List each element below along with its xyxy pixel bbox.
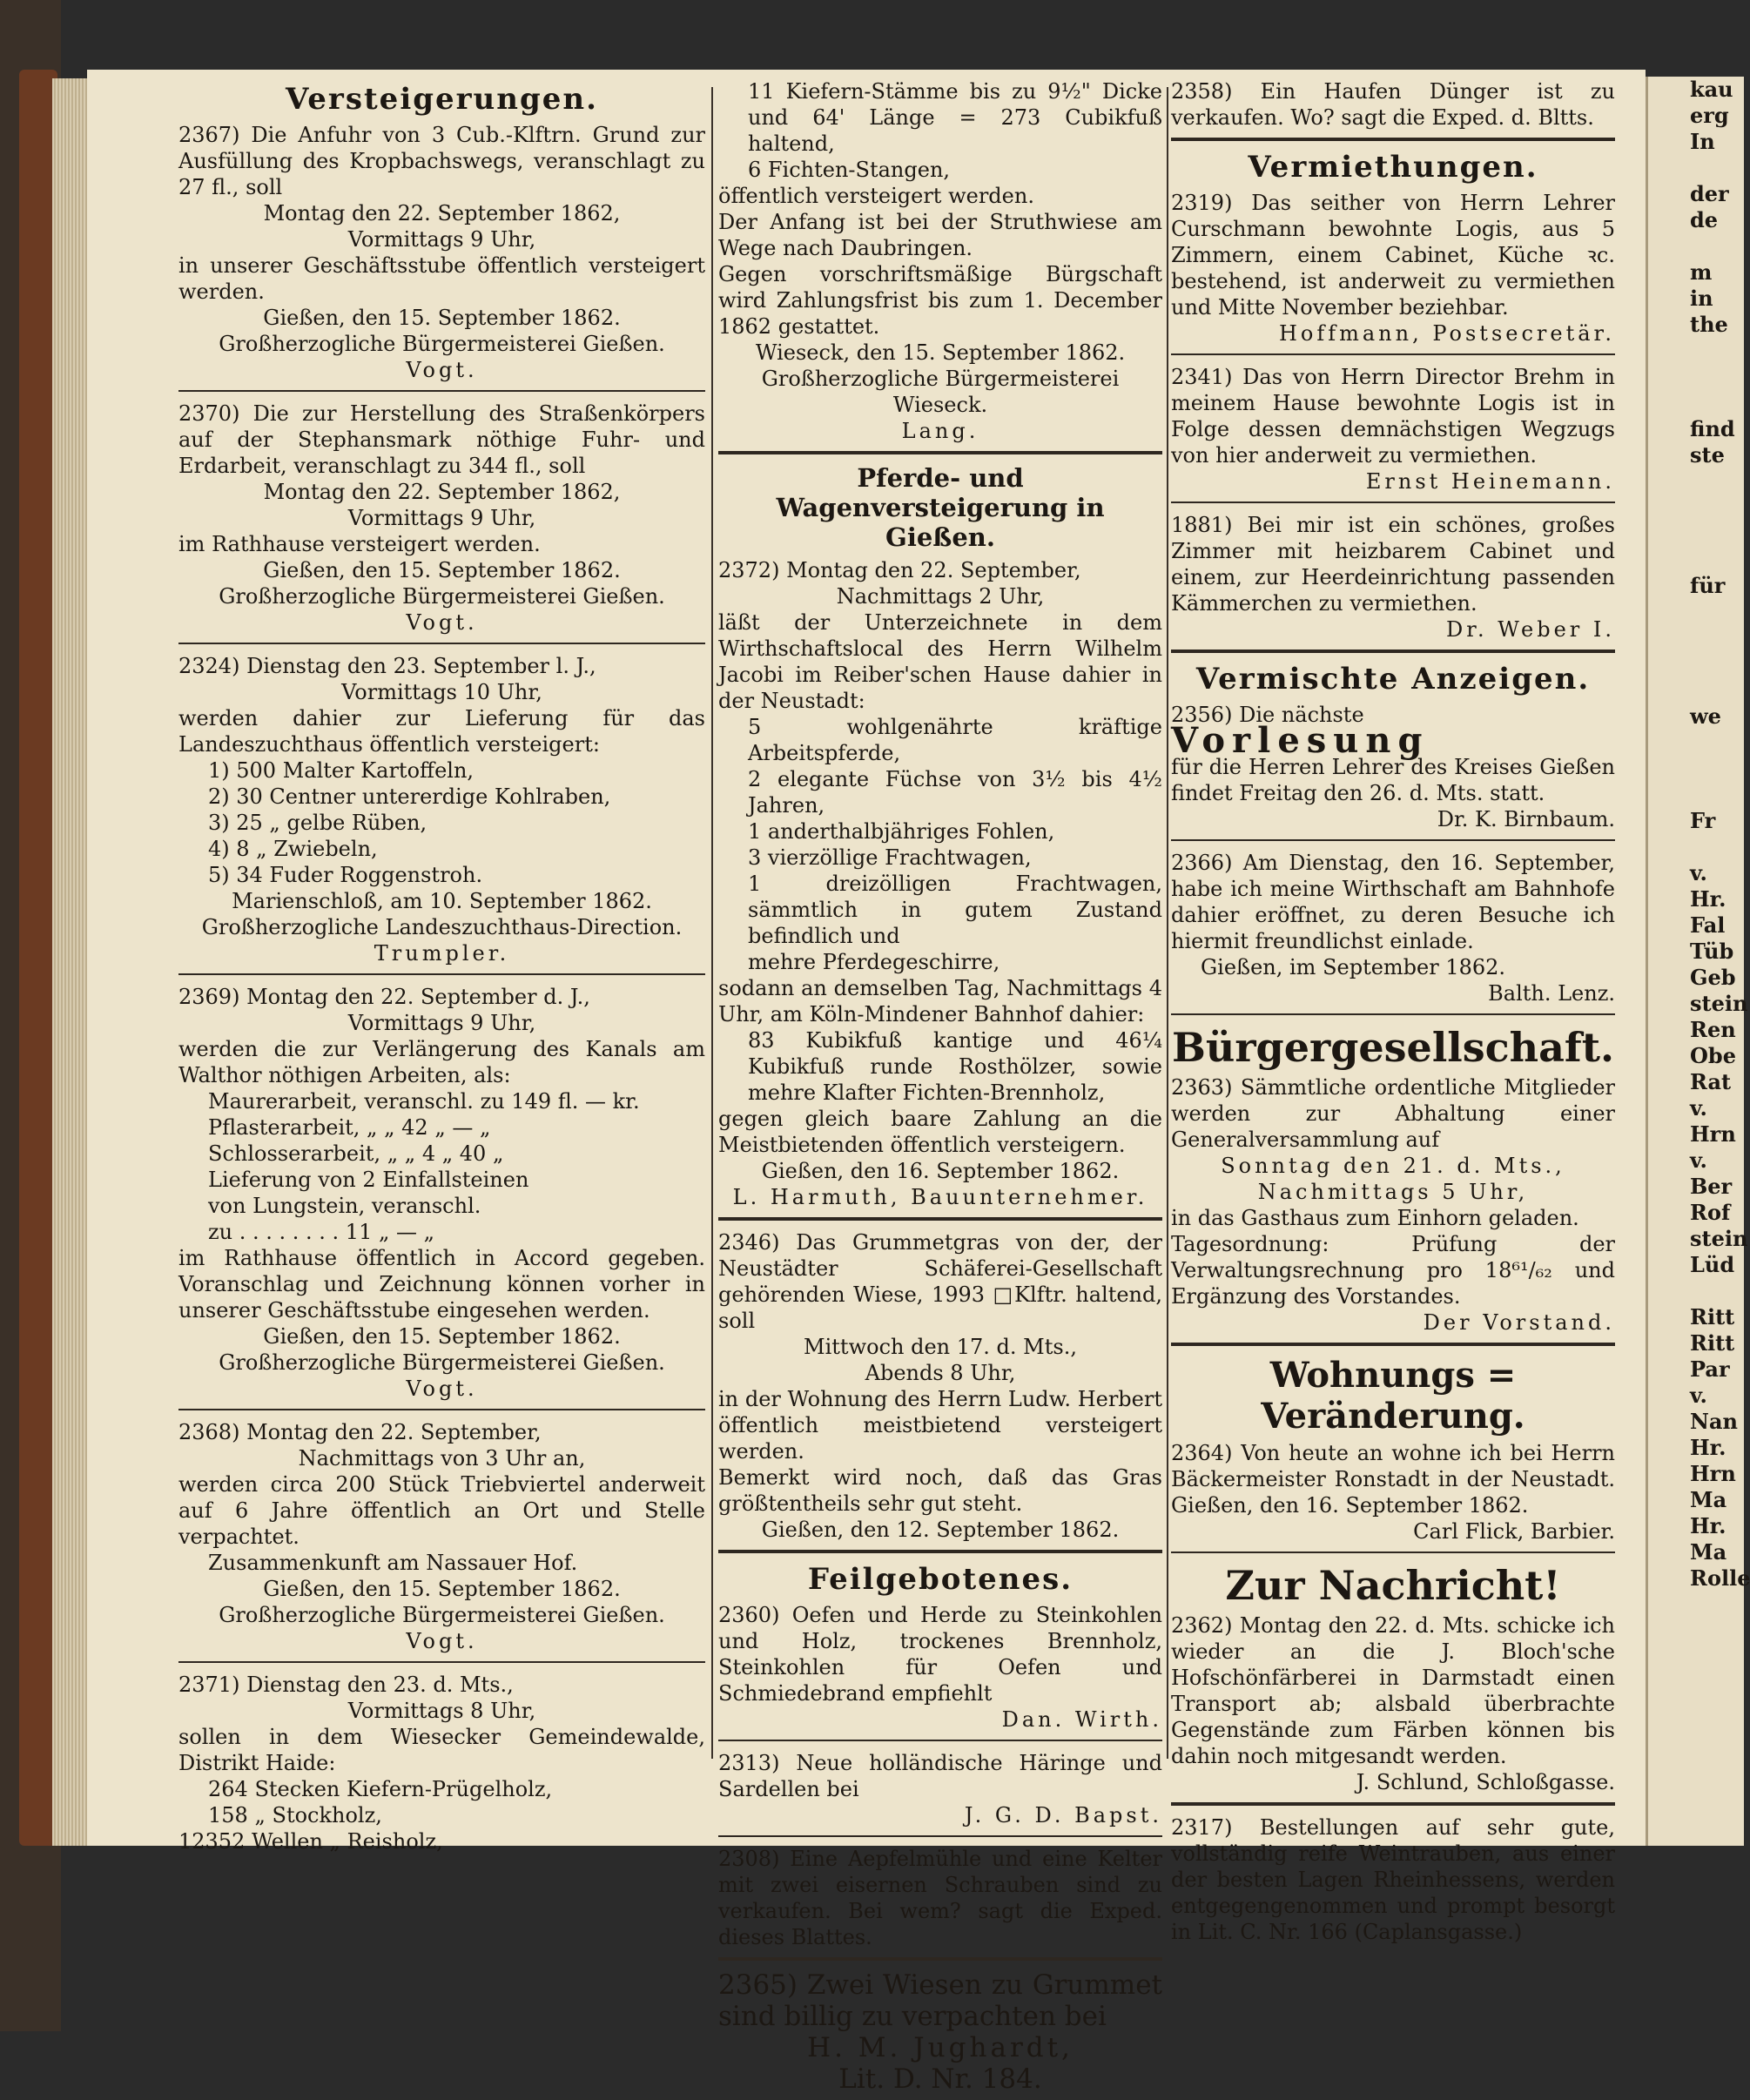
list-item: 1) 500 Malter Kartoffeln, (208, 758, 475, 783)
ad-2367 (178, 122, 705, 383)
ad-authority: Großherzogliche Bürgermeisterei Gießen. (219, 584, 665, 609)
divider (1171, 650, 1615, 653)
ad-place-date: Wieseck, den 15. September 1862. (755, 340, 1126, 365)
ad-time: Vormittags 9 Uhr, (347, 227, 536, 252)
divider (718, 1740, 1162, 1741)
facing-page-text: Tüb (1690, 939, 1734, 964)
facing-page-text: the (1690, 312, 1728, 337)
list-item: Maurerarbeit, veranschl. zu 149 fl. — kr. (208, 1089, 640, 1114)
facing-page-text: Rof (1690, 1200, 1731, 1225)
ad-signature: L. Harmuth, Bauunternehmer. (732, 1185, 1148, 1209)
ad-text: 2324) Dienstag den 23. September l. J., (178, 654, 596, 678)
list-item: 6 Fichten-Stangen, (748, 158, 951, 182)
facing-page-text (1648, 599, 1744, 625)
ad-1881 (1171, 512, 1615, 643)
list-item: 3 vierzöllige Frachtwagen, (748, 845, 1032, 870)
facing-page-text: Lüd (1690, 1252, 1735, 1277)
facing-page-text (1648, 625, 1744, 651)
divider (1171, 1802, 1615, 1806)
list-item: von Lungstein, veranschl. (208, 1194, 481, 1218)
facing-page-text: Ber (1690, 1174, 1733, 1199)
ad-signature: Dr. K. Birnbaum. (1437, 807, 1615, 831)
ad-time: Vormittags 9 Uhr, (347, 506, 536, 530)
facing-page-text (1648, 155, 1744, 181)
list-item: 12352 Wellen „ Reisholz, (178, 1829, 443, 1854)
ad-date: Sonntag den 21. d. Mts., (1221, 1154, 1565, 1178)
ad-text: 2356) Die nächste (1171, 703, 1364, 727)
ad-text: läßt der Unterzeichnete in dem Wirthschaftslocal des Herrn Wilhelm Jacobi im Reiber'schen Hause dahier in der Neustadt: (718, 610, 1162, 713)
facing-page-text: v. (1690, 1383, 1707, 1408)
ad-authority: Großherzogliche Landeszuchthaus-Direction. (201, 915, 683, 939)
facing-page-text (1648, 651, 1744, 677)
ad-signature: Dan. Wirth. (1001, 1707, 1162, 1732)
ad-text: 2341) Das von Herrn Director Brehm in meinem Hause bewohnte Logis ist in Folge dessen demnächstigen Wegzugs von hier anderweit zu vermiethen. (1171, 365, 1615, 468)
ad-2362 (1171, 1612, 1615, 1795)
ad-text: 1881) Bei mir ist ein schönes, großes Zimmer mit heizbarem Cabinet und einem, zur Heerdeinrichtung passenden Kämmerchen zu vermiethen. (1171, 513, 1615, 616)
ad-text: sodann an demselben Tag, Nachmittags 4 Uhr, am Köln-Mindener Bahnhof dahier: (718, 976, 1162, 1026)
section-title-feilgebotenes: Feilgebotenes. (807, 1562, 1074, 1597)
facing-page-text: Fal (1690, 912, 1726, 938)
ad-2368 (178, 1419, 705, 1654)
ad-text: 2364) Von heute an wohne ich bei Herrn Bäckermeister Ronstadt in der Neustadt. Gießen, den 16. September 1862. (1171, 1441, 1615, 1518)
facing-page-text: Nan (1690, 1409, 1738, 1434)
facing-page-text (1648, 677, 1744, 703)
facing-page-text: Par (1690, 1356, 1730, 1382)
facing-page-text: v. (1690, 860, 1707, 885)
divider (178, 1409, 705, 1410)
ad-text: in unserer Geschäftsstube öffentlich versteigert werden. (178, 253, 705, 304)
ad-2371 (178, 1672, 705, 1854)
ad-text: werden die zur Verlängerung des Kanals am Walthor nöthigen Arbeiten, als: (178, 1037, 705, 1087)
ad-signature: Dr. Weber I. (1445, 617, 1615, 642)
ad-text: 2371) Dienstag den 23. d. Mts., (178, 1673, 514, 1697)
facing-page-fragment (1646, 77, 1750, 1846)
divider (718, 451, 1162, 454)
facing-page-text: Hrn (1690, 1461, 1736, 1486)
ad-time: Nachmittags 2 Uhr, (836, 584, 1045, 609)
divider (718, 1217, 1162, 1221)
facing-page-text (1648, 468, 1744, 495)
facing-page-text: Geb (1690, 965, 1736, 990)
facing-page-text (1648, 547, 1744, 573)
ad-text: 2367) Die Anfuhr von 3 Cub.-Klftrn. Grund zur Ausfüllung des Kropbachswegs, veranschlagt zu 27 fl., soll (178, 123, 705, 199)
ad-place-date: Gießen, den 15. September 1862. (263, 558, 621, 582)
column-rule (711, 87, 713, 1759)
ad-signature: Carl Flick, Barbier. (1413, 1519, 1615, 1544)
ad-signature: J. Schlund, Schloßgasse. (1356, 1770, 1615, 1794)
divider (718, 1835, 1162, 1837)
ad-signature: Ernst Heinemann. (1365, 469, 1615, 494)
ad-text: werden dahier zur Lieferung für das Landeszuchthaus öffentlich versteigert: (178, 706, 705, 757)
facing-page-text: m (1690, 259, 1713, 285)
facing-page-text: find (1690, 416, 1735, 441)
ad-text: im Rathhause versteigert werden. (178, 532, 541, 556)
section-title-nachricht: Zur Nachricht! (1225, 1562, 1561, 1609)
facing-page-text: we (1690, 703, 1721, 729)
divider (178, 1661, 705, 1663)
ad-text: Gegen vorschriftsmäßige Bürgschaft wird Zahlungsfrist bis zum 1. December 1862 gestattet. (718, 262, 1162, 339)
ad-text: Zusammenkunft am Nassauer Hof. (208, 1551, 578, 1575)
facing-page-text: de (1690, 207, 1719, 232)
ad-time: Vormittags 9 Uhr, (347, 1011, 536, 1035)
ad-text: 2308) Eine Aepfelmühle und eine Kelter mit zwei eisernen Schrauben sind zu verkaufen. Bei wem? sagt die Exped. dieses Blattes. (718, 1847, 1162, 1949)
facing-page-text (1648, 834, 1744, 860)
ad-text: 2370) Die zur Herstellung des Straßenkörpers auf der Stephansmark nöthige Fuhr- und Erdarbeit, veranschlagt zu 344 fl., soll (178, 401, 705, 478)
divider (1171, 1551, 1615, 1553)
ad-text: 2360) Oefen und Herde zu Steinkohlen und Holz, trockenes Brennholz, Steinkohlen für Oefen und Schmiedebrand empfiehlt (718, 1603, 1162, 1706)
facing-page-text: stein (1690, 991, 1748, 1016)
ad-2369 (178, 984, 705, 1402)
facing-page-text: erg (1690, 103, 1729, 128)
facing-page-text: Ritt (1690, 1304, 1735, 1329)
ad-place-date: Gießen, den 15. September 1862. (263, 1324, 621, 1349)
ad-2358 (1171, 78, 1615, 131)
ad-headline: Vorlesung (1171, 720, 1430, 761)
facing-page-text (1648, 233, 1744, 259)
facing-page-text: Rat (1690, 1069, 1732, 1094)
ad-time: Vormittags 10 Uhr, (341, 680, 542, 704)
ad-text: 2362) Montag den 22. d. Mts. schicke ich wieder an die J. Bloch'sche Hofschönfärberei in Darmstadt einen Transport ab; alsbald überbrachte Gegenstände zum Färben können bis dahin noch mitgesandt werden. (1171, 1613, 1615, 1768)
ad-authority: Großherzogliche Bürgermeisterei Gießen. (219, 1603, 665, 1627)
ad-text: 2363) Sämmtliche ordentliche Mitglieder werden zur Abhaltung einer Generalversammlung auf (1171, 1075, 1615, 1152)
ad-text: Bemerkt wird noch, daß das Gras größtentheils sehr gut steht. (718, 1465, 1162, 1516)
facing-page-text (1648, 730, 1744, 756)
ad-2313 (718, 1750, 1162, 1828)
ad-text: öffentlich versteigert werden. (718, 184, 1034, 208)
list-item: 11 Kiefern-Stämme bis zu 9½" Dicke und 64' Länge = 273 Cubikfuß haltend, (748, 79, 1162, 156)
ad-2371-continued (718, 78, 1162, 444)
ad-2363 (1171, 1074, 1615, 1336)
divider (1171, 1343, 1615, 1346)
ad-text: 2368) Montag den 22. September, (178, 1420, 542, 1444)
ad-text: 2317) Bestellungen auf sehr gute, vollständig reife Weintrauben, aus einer der besten Lagen Rheinhessens, werden entgegengenommen und prompt besorgt in Lit. C. Nr. 166 (Caplansgasse.) (1171, 1815, 1615, 1944)
divider (718, 1957, 1162, 1961)
divider (178, 390, 705, 392)
facing-page-text: Hr. (1690, 1513, 1726, 1538)
ad-text: im Rathhause öffentlich in Accord gegeben. Voranschlag und Zeichnung können vorher in unserer Geschäftsstube eingesehen werden. (178, 1246, 705, 1323)
section-title-buergergesellschaft: Bürgergesellschaft. (1172, 1024, 1614, 1071)
facing-page-text: In (1690, 129, 1715, 154)
ad-signature: Der Vorstand. (1423, 1310, 1615, 1335)
ad-2364 (1171, 1440, 1615, 1545)
ad-text: 2346) Das Grummetgras von der, der Neustädter Schäferei-Gesellschaft gehörenden Wiese, 1993 □Klftr. haltend, soll (718, 1230, 1162, 1333)
section-title-pferde: Pferde- und Wagenversteigerung in Gießen. (776, 463, 1105, 552)
ad-place-date: Gießen, den 16. September 1862. (761, 1159, 1120, 1183)
ad-2319 (1171, 190, 1615, 347)
facing-page-text: Hr. (1690, 1435, 1726, 1460)
facing-page-text: v. (1690, 1095, 1707, 1121)
facing-page-text (1648, 1278, 1744, 1304)
ad-2370 (178, 400, 705, 636)
divider (1171, 138, 1615, 141)
ad-place-date: Gießen, den 12. September 1862. (761, 1518, 1120, 1542)
section-title-wohnungs: Wohnungs = Veränderung. (1261, 1355, 1525, 1437)
ad-text: in der Wohnung des Herrn Ludw. Herbert öffentlich meistbietend versteigert werden. (718, 1387, 1162, 1464)
ad-text: in das Gasthaus zum Einhorn geladen. (1171, 1206, 1579, 1230)
divider (1171, 1013, 1615, 1015)
list-item: 1 dreizölligen Frachtwagen, sämmtlich in gutem Zustand befindlich und (748, 872, 1162, 948)
ad-text: 2369) Montag den 22. September d. J., (178, 985, 590, 1009)
ad-text: 2313) Neue holländische Häringe und Sardellen bei (718, 1751, 1162, 1801)
facing-page-text: Ma (1690, 1487, 1727, 1512)
ad-text: 2372) Montag den 22. September, (718, 558, 1081, 582)
facing-page-text (1648, 521, 1744, 547)
list-item: 3) 25 „ gelbe Rüben, (208, 811, 427, 835)
ad-time: Abends 8 Uhr, (865, 1361, 1016, 1385)
ad-time: Vormittags 8 Uhr, (347, 1699, 536, 1723)
ad-2360 (718, 1602, 1162, 1733)
ad-place-date: Gießen, den 15. September 1862. (263, 306, 621, 330)
ad-place-date: Gießen, den 15. September 1862. (263, 1577, 621, 1601)
list-item: mehre Pferdegeschirre, (748, 950, 1000, 974)
facing-page-text: Hrn (1690, 1121, 1736, 1147)
ad-signature: Lang. (901, 419, 979, 443)
facing-page-text: Obe (1690, 1043, 1736, 1068)
ad-text: 2358) Ein Haufen Dünger ist zu verkaufen. Wo? sagt die Exped. d. Bltts. (1171, 79, 1615, 130)
ad-date: Montag den 22. September 1862, (263, 201, 621, 225)
facing-page-text (1648, 782, 1744, 808)
ad-signature: Vogt. (406, 1376, 478, 1401)
list-item: Lieferung von 2 Einfallsteinen (208, 1168, 529, 1192)
ad-text: gegen gleich baare Zahlung an die Meistbietenden öffentlich versteigern. (718, 1107, 1162, 1157)
column-rule (1167, 87, 1168, 1759)
ad-authority: Großherzogliche Bürgermeisterei Gießen. (219, 1350, 665, 1375)
list-item: 2) 30 Centner untererdige Kohlraben, (208, 784, 611, 809)
section-title-vermiethungen: Vermiethungen. (1248, 150, 1538, 185)
list-item: 5) 34 Fuder Roggenstroh. (208, 863, 483, 887)
list-item: zu . . . . . . . . 11 „ — „ (208, 1220, 435, 1244)
ad-date: Mittwoch den 17. d. Mts., (804, 1335, 1077, 1359)
ad-place-date: Gießen, im September 1862. (1201, 955, 1506, 979)
facing-page-text (1648, 338, 1744, 364)
ad-text: werden circa 200 Stück Triebviertel anderweit auf 6 Jahre öffentlich an Ort und Stelle verpachtet. (178, 1472, 705, 1549)
column-1 (178, 78, 705, 1860)
ad-place-date: Marienschloß, am 10. September 1862. (232, 889, 652, 913)
ad-text: Tagesordnung: Prüfung der Verwaltungsrechnung pro 18⁶¹/₆₂ und Ergänzung des Vorstandes. (1171, 1232, 1615, 1309)
list-item: 83 Kubikfuß kantige und 46¼ Kubikfuß runde Rosthölzer, sowie mehre Klafter Fichten-Brennholz, (748, 1028, 1162, 1105)
facing-page-text: in (1690, 286, 1713, 311)
facing-page-text: der (1690, 181, 1729, 206)
facing-page-text: für (1690, 573, 1726, 598)
facing-page-text: Ma (1690, 1539, 1727, 1565)
ad-text: 2366) Am Dienstag, den 16. September, habe ich meine Wirthschaft am Bahnhofe dahier eröffnet, zu deren Besuche ich hiermit freundlichst einlade. (1171, 851, 1615, 953)
list-item: 264 Stecken Kiefern-Prügelholz, (208, 1777, 553, 1801)
list-item: 1 anderthalbjähriges Fohlen, (748, 819, 1055, 844)
section-title-vermischte: Vermischte Anzeigen. (1195, 662, 1591, 697)
list-item: Schlosserarbeit, „ „ 4 „ 40 „ (208, 1141, 504, 1166)
ad-text: für die Herren Lehrer des Kreises Gießen findet Freitag den 26. d. Mts. statt. (1171, 755, 1615, 805)
ad-authority: Großherzogliche Bürgermeisterei Wieseck. (761, 367, 1120, 417)
facing-page-text: Fr (1690, 808, 1716, 833)
list-item: 4) 8 „ Zwiebeln, (208, 837, 378, 861)
facing-page-text (1648, 756, 1744, 782)
ad-signature: Vogt. (406, 358, 478, 382)
facing-page-text: ste (1690, 442, 1725, 468)
ad-2324 (178, 653, 705, 966)
facing-page-text: Hr. (1690, 886, 1726, 912)
facing-page-text (1648, 364, 1744, 390)
divider (1171, 839, 1615, 841)
ad-text: 2365) Zwei Wiesen zu Grummet sind billig zu verpachten bei (718, 1969, 1162, 2032)
list-item: Pflasterarbeit, „ „ 42 „ — „ (208, 1115, 491, 1140)
ad-authority: Großherzogliche Bürgermeisterei Gießen. (219, 332, 665, 356)
divider (178, 643, 705, 644)
list-item: 158 „ Stockholz, (208, 1803, 382, 1827)
ad-text: 2319) Das seither von Herrn Lehrer Curschmann bewohnte Logis, aus 5 Zimmern, einem Cabinet, Küche ꝛc. bestehend, ist anderweit zu vermiethen und Mitte November beziehbar. (1171, 191, 1615, 320)
section-title-versteigerungen: Versteigerungen. (286, 82, 598, 117)
list-item: 5 wohlgenährte kräftige Arbeitspferde, (748, 715, 1162, 765)
ad-2341 (1171, 364, 1615, 495)
ad-time: Nachmittags von 3 Uhr an, (298, 1446, 586, 1471)
ad-2366 (1171, 850, 1615, 1006)
list-item: 2 elegante Füchse von 3½ bis 4½ Jahren, (748, 767, 1162, 818)
ad-signature: Vogt. (406, 1629, 478, 1653)
facing-page-text: stein (1690, 1226, 1748, 1251)
facing-page-text (1648, 495, 1744, 521)
divider (1171, 353, 1615, 355)
ad-text: Der Anfang ist bei der Struthwiese am Wege nach Daubringen. (718, 210, 1162, 260)
facing-page-text (1648, 390, 1744, 416)
facing-page-text: Ritt (1690, 1330, 1735, 1356)
ad-date: Montag den 22. September 1862, (263, 480, 621, 504)
ad-2346 (718, 1229, 1162, 1543)
ad-signature: Vogt. (406, 610, 478, 635)
ad-signature: H. M. Jughardt, (807, 2032, 1074, 2063)
ad-text: sollen in dem Wiesecker Gemeindewalde, Distrikt Haide: (178, 1725, 705, 1775)
column-3 (1171, 78, 1615, 1950)
facing-page-text: Ren (1690, 1017, 1736, 1042)
divider (718, 1550, 1162, 1553)
ad-2365 (718, 1969, 1162, 2095)
ad-signature: J. G. D. Bapst. (964, 1803, 1162, 1827)
ad-address: Lit. D. Nr. 184. (838, 2063, 1042, 2095)
ad-2308 (718, 1846, 1162, 1950)
column-2 (718, 78, 1162, 2100)
ad-2372 (718, 557, 1162, 1210)
ad-2317 (1171, 1814, 1615, 1945)
ad-time: Nachmittags 5 Uhr, (1257, 1180, 1529, 1204)
divider (178, 973, 705, 975)
facing-page-text: Rolle (1690, 1565, 1750, 1591)
ad-2356 (1171, 702, 1615, 832)
ad-signature: Trumpler. (374, 941, 510, 966)
divider (1171, 501, 1615, 503)
ad-signature: Balth. Lenz. (1488, 981, 1615, 1006)
facing-page-text: v. (1690, 1148, 1707, 1173)
facing-page-text: kau (1690, 77, 1733, 102)
ad-signature: Hoffmann, Postsecretär. (1278, 321, 1615, 346)
